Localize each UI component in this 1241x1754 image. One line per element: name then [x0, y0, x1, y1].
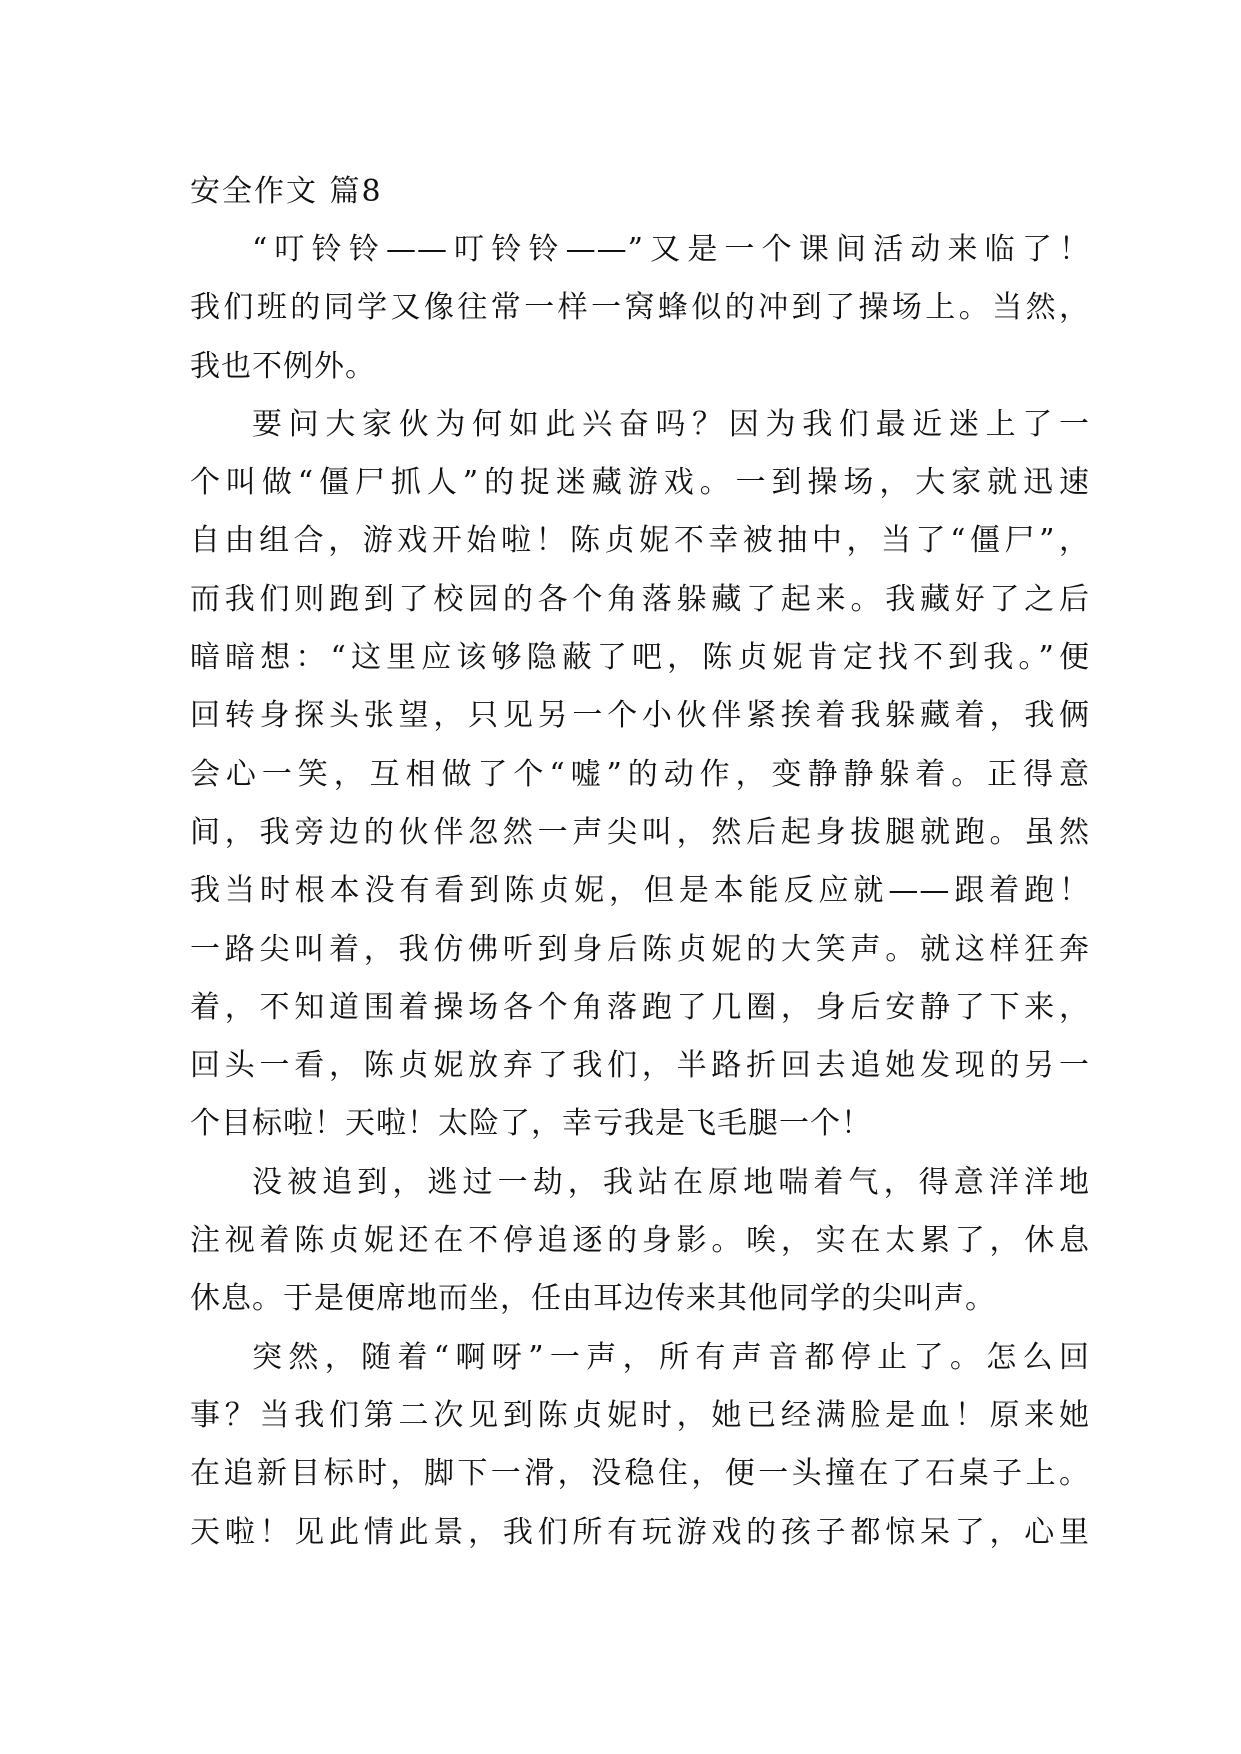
- text-line: 个目标啦！天啦！太险了，幸亏我是飞毛腿一个！: [190, 1106, 872, 1142]
- text-line: 着，不知道围着操场各个角落跑了几圈，身后安静了下来，: [190, 989, 1090, 1025]
- text-line: “叮铃铃——叮铃铃——”又是一个课间活动来临了！: [252, 232, 1090, 267]
- text-line: 间，我旁边的伙伴忽然一声尖叫，然后起身拔腿就跑。虽然: [190, 814, 1090, 850]
- paragraph: [190, 396, 1090, 1154]
- text-line: 注视着陈贞妮还在不停追逐的身影。唉，实在太累了，休息: [190, 1223, 1090, 1259]
- text-line: 我们班的同学又像往常一样一窝蜂似的冲到了操场上。当然，: [190, 290, 1090, 326]
- paragraph: [190, 1154, 1090, 1329]
- text-line: 暗暗想：“这里应该够隐蔽了吧，陈贞妮肯定找不到我。”便: [190, 640, 1090, 676]
- text-line: 我当时根本没有看到陈贞妮，但是本能反应就——跟着跑！: [190, 873, 1090, 909]
- text-line: 而我们则跑到了校园的各个角落躲藏了起来。我藏好了之后: [190, 581, 1090, 617]
- document-body: [190, 163, 1090, 1562]
- text-line: 个叫做“僵尸抓人”的捉迷藏游戏。一到操场，大家就迅速: [190, 465, 1090, 501]
- text-line: 没被追到，逃过一劫，我站在原地喘着气，得意洋洋地: [252, 1164, 1090, 1200]
- text-line: 回头一看，陈贞妮放弃了我们，半路折回去追她发现的另一: [190, 1048, 1090, 1084]
- paragraph: [190, 1329, 1090, 1562]
- paragraph: [190, 221, 1090, 396]
- document-title: 安全作文 篇8: [190, 174, 383, 209]
- text-line: 天啦！见此情此景，我们所有玩游戏的孩子都惊呆了，心里: [190, 1514, 1090, 1550]
- text-line: 事？当我们第二次见到陈贞妮时，她已经满脸是血！原来她: [190, 1397, 1090, 1433]
- text-line: 突然，随着“啊呀”一声，所有声音都停止了。怎么回: [252, 1339, 1090, 1375]
- text-line: 一路尖叫着，我仿佛听到身后陈贞妮的大笑声。就这样狂奔: [190, 931, 1090, 967]
- text-line: 自由组合，游戏开始啦！陈贞妮不幸被抽中，当了“僵尸”，: [190, 523, 1090, 559]
- text-line: 我也不例外。: [190, 348, 376, 384]
- text-line: 要问大家伙为何如此兴奋吗？因为我们最近迷上了一: [252, 406, 1090, 442]
- text-line: 会心一笑，互相做了个“嘘”的动作，变静静躲着。正得意: [190, 756, 1090, 792]
- text-line: 休息。于是便席地而坐，任由耳边传来其他同学的尖叫声。: [190, 1281, 996, 1317]
- text-line: 回转身探头张望，只见另一个小伙伴紧挨着我躲藏着，我俩: [190, 698, 1090, 734]
- text-line: 在追新目标时，脚下一滑，没稳住，便一头撞在了石桌子上。: [190, 1456, 1090, 1492]
